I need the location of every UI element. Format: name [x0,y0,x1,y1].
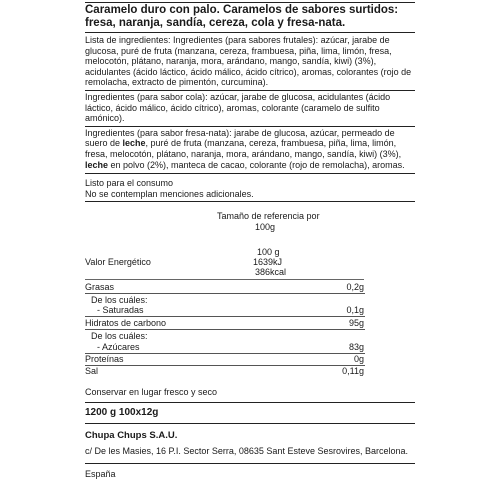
nutrient-value: 0,1g [346,305,364,316]
weight-rule [85,423,415,424]
nutrient-label: Proteínas [85,354,124,365]
product-title: Caramelo duro con palo. Caramelos de sabores surtidos: fresa, naranja, sandía, cereza, cola y fresa-nata. [85,4,399,29]
nutrient-row [85,318,415,329]
nutrient-label: - Saturadas [97,305,144,316]
nutrient-label: De los cuáles: [91,331,148,342]
nutrient-label: - Azúcares [97,342,140,353]
ready-to-eat-note: Listo para el consumo [85,178,174,189]
company-address: c/ De les Masies, 16 P.I. Sector Serra, 08635 Sant Esteve Sesrovires, Barcelona. [85,446,408,457]
ingredients-fresa-nata: Ingredientes (para sabor fresa-nata): jarabe de glucosa, azúcar, permeado de suero de leche, puré de fruta (manzana, cereza, frambuesa, piña, lima, limón, fresa, melocotón, plátano, naranja, mora, arándano, mango, sandía, kiwi) (3%), leche en polvo (2%), manteca de cacao, colorante (rojo de remolacha), aromas. [85,127,405,170]
nutrient-label: De los cuáles: [91,295,148,306]
nutrition-header [85,247,415,258]
company-country: España [85,469,116,480]
energy-kcal: 386kcal [255,267,287,278]
nutrient-label: Sal [85,366,99,377]
energy-kj: 1639kJ [253,257,283,268]
nutrient-row [85,282,415,293]
row-rule [85,316,365,317]
title-rule [85,32,415,33]
nutrient-row [85,331,415,342]
reference-size [85,211,415,232]
column-header: 100 g [257,246,280,257]
row-rule [85,293,365,294]
top-rule [85,2,415,3]
allergen-leche: leche [85,159,109,170]
nutrient-value: 0,2g [346,282,364,293]
ingredients-cola: Ingredientes (para sabor cola): azúcar, jarabe de glucosa, acidulantes (ácido láctico, ácido málico, ácido cítrico), aromas, colorante (caramelo de sulfito amónico). [85,91,391,124]
nutrient-label: Hidratos de carbono [85,318,167,329]
allergen-leche: leche [122,138,146,149]
nutrient-value: 0g [353,354,364,365]
net-weight: 1200 g 100x12g [85,407,159,419]
nutrient-value: 83g [348,342,364,353]
nutrition-table [85,280,415,404]
nutrient-row [85,366,415,377]
ingredients-rule-1 [85,90,415,91]
nutrient-row [85,354,415,365]
notes-rule [85,201,415,202]
nutrient-label: Grasas [85,282,115,293]
address-rule [85,463,415,464]
storage-note: Conservar en lugar fresco y seco [85,387,218,398]
nutrient-value: 95g [348,318,364,329]
nutrient-row [85,305,415,316]
ingredients-rule-2 [85,126,415,127]
energy-label: Valor Energético [85,257,151,268]
row-rule [85,329,365,330]
reference-line-2: 100g [255,221,276,232]
energy-row [85,257,415,279]
company-name: Chupa Chups S.A.U. [85,430,178,442]
no-mentions-note: No se contemplan menciones adicionales. [85,188,254,199]
product-label [85,0,415,500]
ingredients-block [85,35,415,170]
nutrient-value: 0,11g [342,366,364,377]
notes-block [85,178,415,199]
reference-line-1: Tamaño de referencia por [217,211,320,222]
nutrient-row [85,342,415,353]
ingredients-end-rule [85,173,415,174]
ingredients-fruit: Lista de ingredientes: Ingredientes (para sabores frutales): azúcar, jarabe de glucosa, puré de fruta (manzana, cereza, frambuesa, piña, lima, limón, fresa, melocotón, plátano, naranja, mora, arándano, mango, sandía, kiwi) (3%), acidulantes (ácido láctico, ácido málico, ácido cítrico), aromas, colorantes (rojo de remolacha, extracto de pimentón, curcumina). [85,35,412,88]
